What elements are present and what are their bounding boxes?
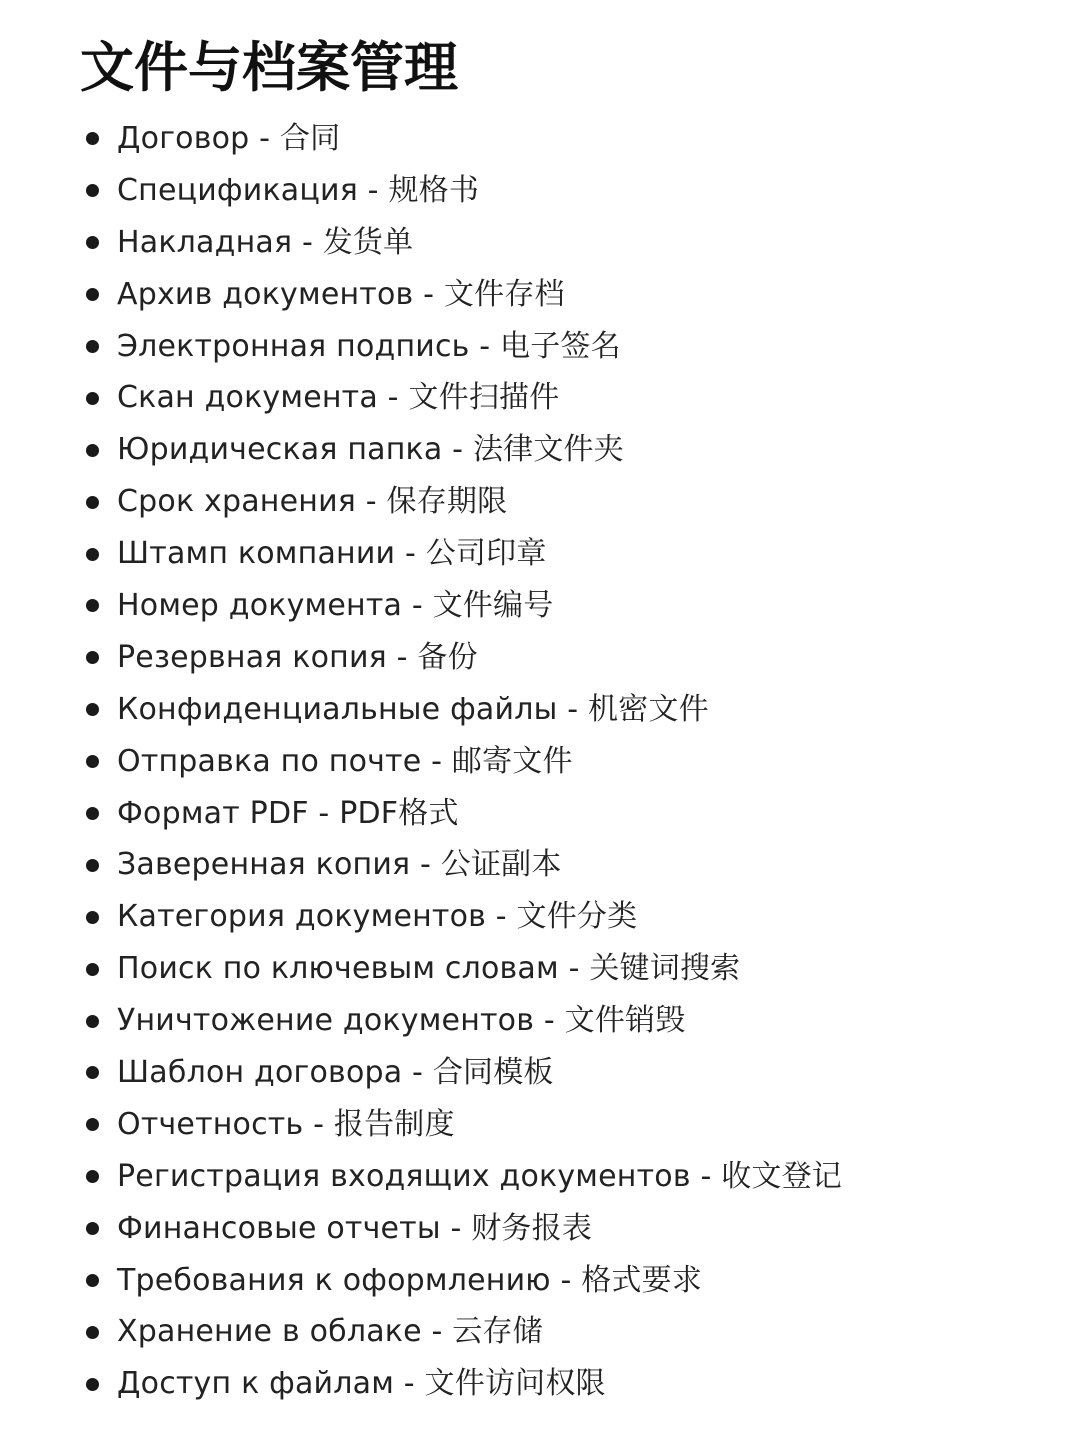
list-item-text: Отправка по почте - 邮寄文件 <box>117 743 573 779</box>
bullet-icon <box>86 496 99 509</box>
list-item <box>86 632 842 684</box>
list-item-text: Накладная - 发货单 <box>117 224 414 260</box>
bullet-icon <box>86 1015 99 1028</box>
bullet-icon <box>86 288 99 301</box>
list-item-text: Поиск по ключевым словам - 关键词搜索 <box>117 951 741 987</box>
bullet-icon <box>86 444 99 457</box>
bullet-icon <box>86 392 99 405</box>
list-item <box>86 839 842 891</box>
list-item <box>86 943 842 995</box>
list-item-text: Шаблон договора - 合同模板 <box>117 1054 554 1090</box>
list-item <box>86 165 842 217</box>
list-item-text: Категория документов - 文件分类 <box>117 899 638 935</box>
list-item-text: Срок хранения - 保存期限 <box>117 484 508 520</box>
list-item <box>86 1255 842 1307</box>
bullet-icon <box>86 1222 99 1235</box>
list-item-text: Требования к оформлению - 格式要求 <box>117 1262 703 1298</box>
bullet-icon <box>86 1326 99 1339</box>
list-item-text: Скан документа - 文件扫描件 <box>117 380 560 416</box>
list-item <box>86 891 842 943</box>
list-item-text: Резервная копия - 备份 <box>117 639 478 675</box>
list-item-text: Спецификация - 规格书 <box>117 172 480 208</box>
bullet-icon <box>86 236 99 249</box>
list-item <box>86 580 842 632</box>
list-item <box>86 1358 842 1410</box>
list-item-text: Формат PDF - PDF格式 <box>117 795 459 831</box>
list-item-text: Конфиденциальные файлы - 机密文件 <box>117 691 709 727</box>
list-item <box>86 1203 842 1255</box>
bullet-icon <box>86 859 99 872</box>
list-item <box>86 528 842 580</box>
list-item <box>86 321 842 373</box>
list-item-text: Штамп компании - 公司印章 <box>117 536 547 572</box>
list-item <box>86 1047 842 1099</box>
list-item <box>86 995 842 1047</box>
bullet-icon <box>86 1170 99 1183</box>
bullet-icon <box>86 807 99 820</box>
bullet-icon <box>86 911 99 924</box>
list-item-text: Юридическая папка - 法律文件夹 <box>117 432 624 468</box>
list-item-text: Номер документа - 文件编号 <box>117 587 554 623</box>
list-item-text: Финансовые отчеты - 财务报表 <box>117 1210 593 1246</box>
bullet-icon <box>86 548 99 561</box>
list-item-text: Доступ к файлам - 文件访问权限 <box>117 1366 606 1402</box>
list-item-text: Архив документов - 文件存档 <box>117 276 565 312</box>
list-item <box>86 372 842 424</box>
list-item <box>86 1099 842 1151</box>
list-item <box>86 1306 842 1358</box>
bullet-icon <box>86 651 99 664</box>
list-item-text: Хранение в облаке - 云存储 <box>117 1314 543 1350</box>
list-item <box>86 269 842 321</box>
list-item <box>86 736 842 788</box>
list-item <box>86 476 842 528</box>
bullet-icon <box>86 132 99 145</box>
bullet-icon <box>86 184 99 197</box>
bullet-icon <box>86 1118 99 1131</box>
bullet-icon <box>86 755 99 768</box>
vocabulary-list <box>86 113 842 1410</box>
list-item-text: Договор - 合同 <box>117 120 341 156</box>
list-item-text: Электронная подпись - 电子签名 <box>117 328 621 364</box>
list-item <box>86 684 842 736</box>
list-item-text: Заверенная копия - 公证副本 <box>117 847 562 883</box>
list-item <box>86 1151 842 1203</box>
bullet-icon <box>86 1378 99 1391</box>
list-item <box>86 788 842 840</box>
list-item <box>86 113 842 165</box>
list-item <box>86 217 842 269</box>
bullet-icon <box>86 340 99 353</box>
list-item-text: Отчетность - 报告制度 <box>117 1106 455 1142</box>
bullet-icon <box>86 703 99 716</box>
list-item-text: Регистрация входящих документов - 收文登记 <box>117 1158 843 1194</box>
page-title: 文件与档案管理 <box>80 36 458 99</box>
list-item-text: Уничтожение документов - 文件销毁 <box>117 1003 686 1039</box>
bullet-icon <box>86 1274 99 1287</box>
list-item <box>86 424 842 476</box>
bullet-icon <box>86 963 99 976</box>
bullet-icon <box>86 599 99 612</box>
bullet-icon <box>86 1066 99 1079</box>
